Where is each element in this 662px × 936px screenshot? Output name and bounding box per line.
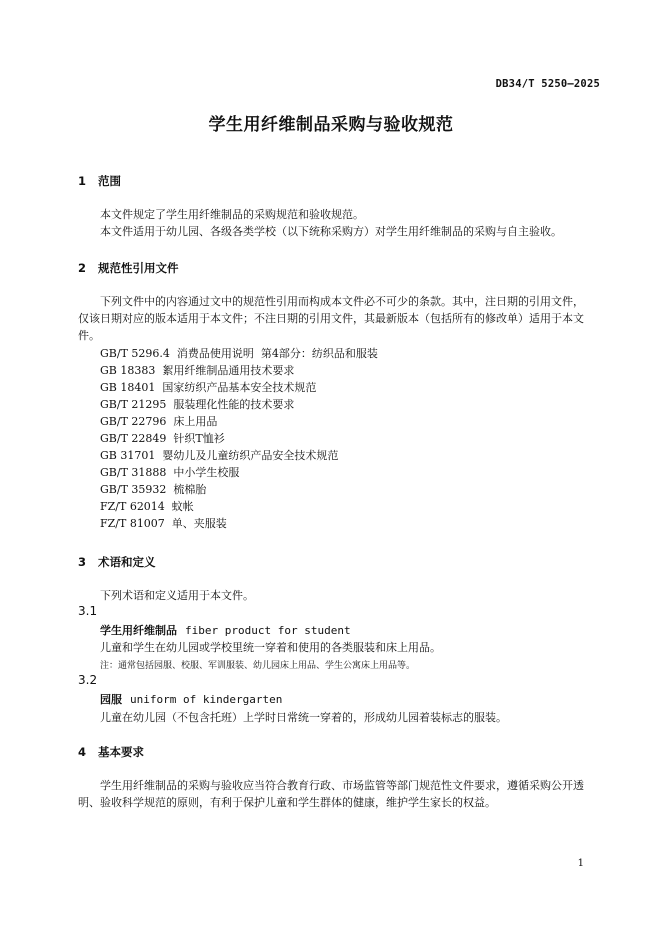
section-number: 4: [78, 745, 87, 759]
section-2-intro: 下列文件中的内容通过文中的规范性引用而构成本文件必不可少的条款。其中，注日期的引用文件，仅该日期对应的版本适用于本文件；不注日期的引用文件，其最新版本（包括所有的修改单）适用于本文件。: [78, 295, 584, 342]
section-1-heading: [78, 173, 121, 189]
reference-item: FZ/T 81007 单、夹服装: [100, 517, 227, 530]
section-4-heading: [78, 744, 144, 760]
reference-item: GB/T 22796 床上用品: [100, 415, 218, 428]
section-title: 范围: [98, 174, 121, 188]
term-entry: [100, 691, 282, 707]
term-en: fiber product for student: [185, 624, 351, 637]
reference-item: GB/T 22849 针织T恤衫: [100, 432, 225, 445]
reference-item: GB 31701 婴幼儿及儿童纺织产品安全技术规范: [100, 449, 339, 462]
section-3-heading: [78, 554, 156, 570]
term-definition: 儿童在幼儿园（不包含托班）上学时日常统一穿着的，形成幼儿园着装标志的服装。: [100, 711, 507, 724]
section-4-para-1: 学生用纤维制品的采购与验收应当符合教育行政、市场监管等部门规范性文件要求，遵循采购公开透明、验收科学规范的原则，有利于保护儿童和学生群体的健康，维护学生家长的权益。: [78, 779, 584, 809]
term-definition: 儿童和学生在幼儿园或学校里统一穿着和使用的各类服装和床上用品。: [100, 641, 441, 654]
section-number: 2: [78, 261, 87, 275]
section-number: 3: [78, 555, 87, 569]
term-zh: 园服: [100, 693, 122, 706]
reference-item: GB 18401 国家纺织产品基本安全技术规范: [100, 381, 317, 394]
reference-item: GB/T 35932 梳棉胎: [100, 483, 207, 496]
section-title: 术语和定义: [98, 555, 156, 569]
document-title: 学生用纤维制品采购与验收规范: [208, 115, 454, 135]
term-number: 3.2: [78, 673, 98, 687]
reference-item: FZ/T 62014 蚊帐: [100, 500, 194, 513]
term-note: 注：通常包括园服、校服、军训服装、幼儿园床上用品、学生公寓床上用品等。: [100, 661, 416, 671]
reference-item: GB/T 21295 服装理化性能的技术要求: [100, 398, 295, 411]
standard-code: DB34/T 5250—2025: [495, 78, 600, 90]
term-zh: 学生用纤维制品: [100, 624, 177, 637]
term-number: 3.1: [78, 604, 98, 618]
term-entry: [100, 622, 351, 638]
section-title: 规范性引用文件: [98, 261, 179, 275]
reference-item: GB/T 5296.4 消费品使用说明 第4部分：纺织品和服装: [100, 347, 378, 360]
term-en: uniform of kindergarten: [130, 693, 283, 706]
section-number: 1: [78, 174, 87, 188]
section-1-para-2: 本文件适用于幼儿园、各级各类学校（以下统称采购方）对学生用纤维制品的采购与自主验收。: [100, 225, 562, 238]
section-3-intro: 下列术语和定义适用于本文件。: [100, 589, 254, 602]
reference-item: GB 18383 絮用纤维制品通用技术要求: [100, 364, 295, 377]
section-title: 基本要求: [98, 745, 144, 759]
reference-item: GB/T 31888 中小学生校服: [100, 466, 240, 479]
section-2-heading: [78, 260, 179, 276]
page-number: 1: [577, 858, 584, 869]
section-1-para-1: 本文件规定了学生用纤维制品的采购规范和验收规范。: [100, 208, 364, 221]
